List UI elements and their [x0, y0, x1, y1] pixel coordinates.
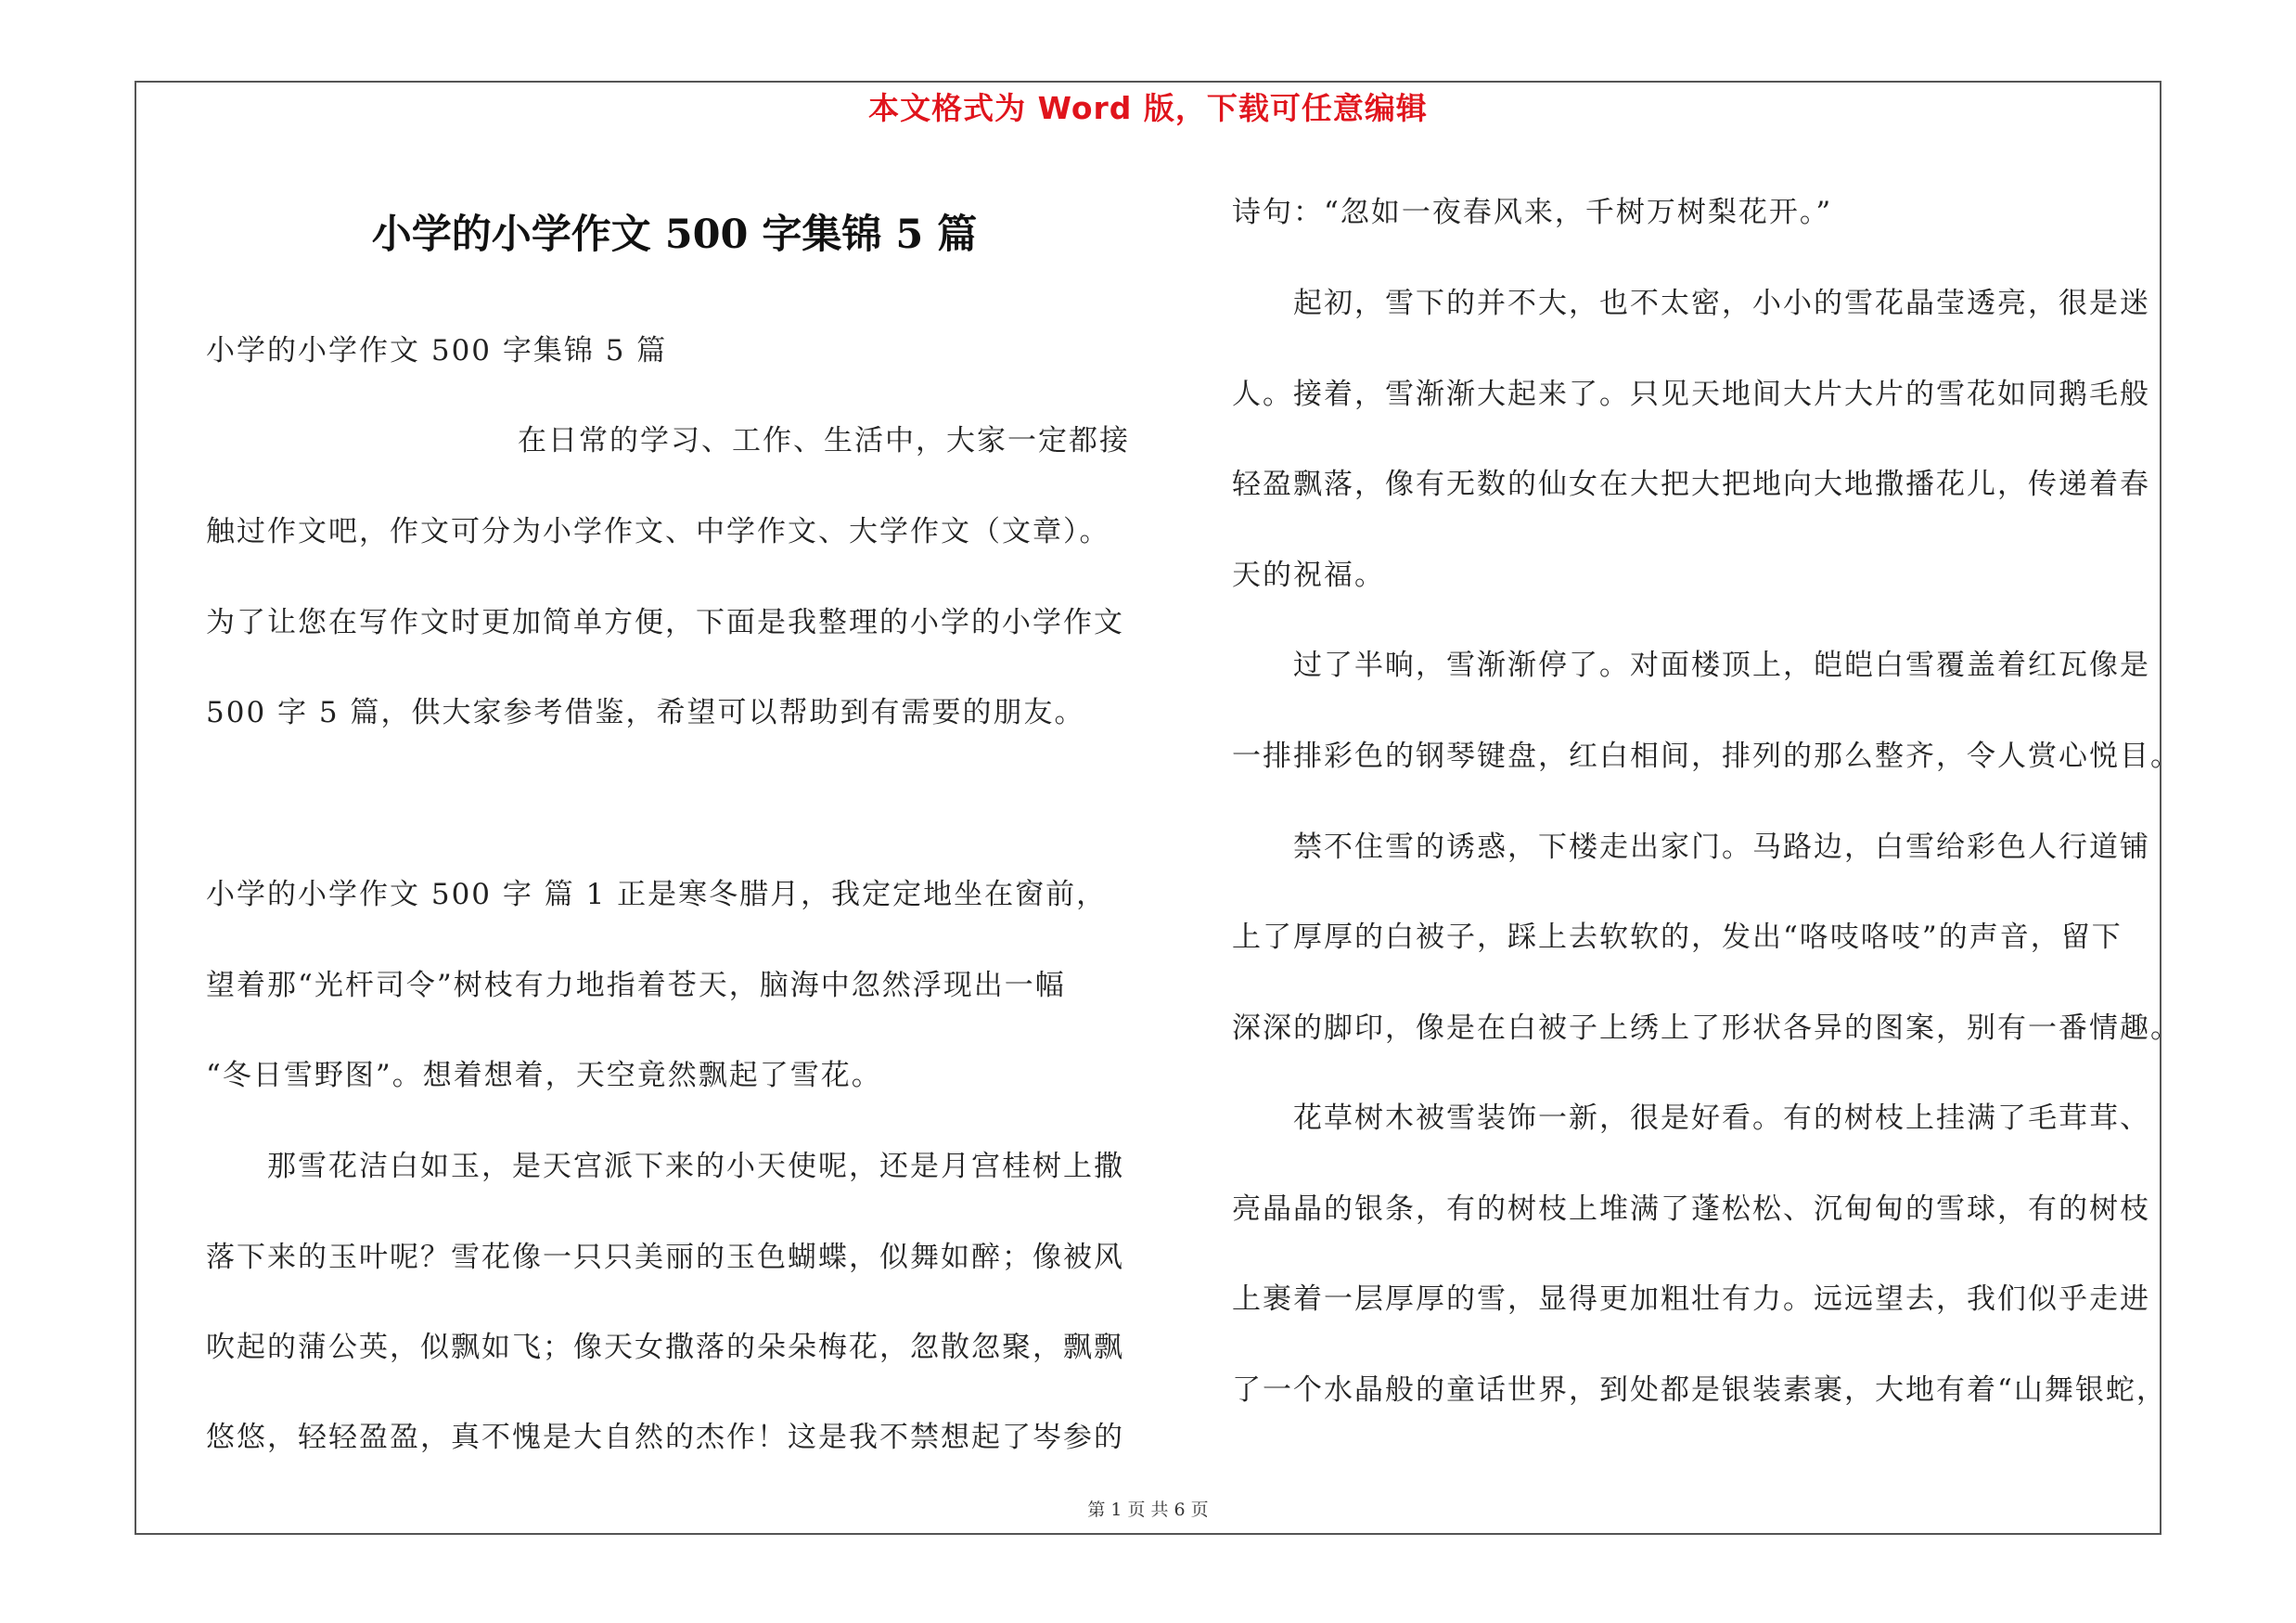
page-number-footer: 第 1 页 共 6 页 — [1087, 1500, 1209, 1520]
paragraph-line: 上了厚厚的白被子，踩上去软软的，发出“咯吱咯吱”的声音，留下 — [1232, 921, 2123, 954]
paragraph-line: 花草树木被雪装饰一新，很是好看。有的树枝上挂满了毛茸茸、 — [1293, 1101, 2150, 1135]
document-title: 小学的小学作文 500 字集锦 5 篇 — [371, 212, 978, 258]
paragraph-line: 触过作文吧，作文可分为小学作文、中学作文、大学作文（文章）。 — [206, 515, 1110, 548]
paragraph-line: 那雪花洁白如玉，是天宫派下来的小天使呢，还是月宫桂树上撒 — [267, 1150, 1124, 1183]
paragraph-line: 天的祝福。 — [1232, 559, 1385, 592]
paragraph-line: “冬日雪野图”。想着想着，天空竟然飘起了雪花。 — [206, 1059, 882, 1092]
format-notice-banner: 本文格式为 Word 版，下载可任意编辑 — [868, 90, 1428, 126]
paragraph-line: 深深的脚印，像是在白被子上绣上了形状各异的图案，别有一番情趣。 — [1232, 1011, 2181, 1045]
paragraph-line: 轻盈飘落，像有无数的仙女在大把大把地向大地撒播花儿，传递着春 — [1232, 468, 2150, 501]
paragraph-line: 起初，雪下的并不大，也不太密，小小的雪花晶莹透亮，很是迷 — [1293, 287, 2150, 320]
paragraph-line: 吹起的蒲公英，似飘如飞；像天女撒落的朵朵梅花，忽散忽聚，飘飘 — [206, 1331, 1124, 1364]
paragraph-line: 一排排彩色的钢琴键盘，红白相间，排列的那么整齐，令人赏心悦目。 — [1232, 740, 2181, 773]
paragraph-line: 在日常的学习、工作、生活中，大家一定都接 — [518, 424, 1130, 457]
paragraph-line: 了一个水晶般的童话世界，到处都是银装素裹，大地有着“山舞银蛇， — [1232, 1373, 2167, 1407]
paragraph-line: 小学的小学作文 500 字集锦 5 篇 — [206, 334, 668, 367]
paragraph-line: 500 字 5 篇，供大家参考借鉴，希望可以帮助到有需要的朋友。 — [206, 696, 1085, 729]
paragraph-line: 望着那“光杆司令”树枝有力地指着苍天，脑海中忽然浮现出一幅 — [206, 969, 1066, 1002]
paragraph-line: 禁不住雪的诱惑，下楼走出家门。马路边，白雪给彩色人行道铺 — [1293, 831, 2150, 864]
paragraph-line: 亮晶晶的银条，有的树枝上堆满了蓬松松、沉甸甸的雪球，有的树枝 — [1232, 1192, 2150, 1226]
paragraph-line: 诗句：“忽如一夜春风来，千树万树梨花开。” — [1232, 196, 1833, 229]
paragraph-line: 小学的小学作文 500 字 篇 1 正是寒冬腊月，我定定地坐在窗前， — [206, 878, 1108, 911]
paragraph-line: 悠悠，轻轻盈盈，真不愧是大自然的杰作！这是我不禁想起了岑参的 — [206, 1421, 1124, 1454]
paragraph-line: 上裹着一层厚厚的雪，显得更加粗壮有力。远远望去，我们似乎走进 — [1232, 1282, 2150, 1316]
paragraph-line: 人。接着，雪渐渐大起来了。只见天地间大片大片的雪花如同鹅毛般 — [1232, 378, 2150, 411]
paragraph-line: 为了让您在写作文时更加简单方便，下面是我整理的小学的小学作文 — [206, 606, 1124, 639]
paragraph-line: 过了半晌，雪渐渐停了。对面楼顶上，皑皑白雪覆盖着红瓦像是 — [1293, 649, 2150, 682]
paragraph-line: 落下来的玉叶呢？雪花像一只只美丽的玉色蝴蝶，似舞如醉；像被风 — [206, 1241, 1124, 1274]
